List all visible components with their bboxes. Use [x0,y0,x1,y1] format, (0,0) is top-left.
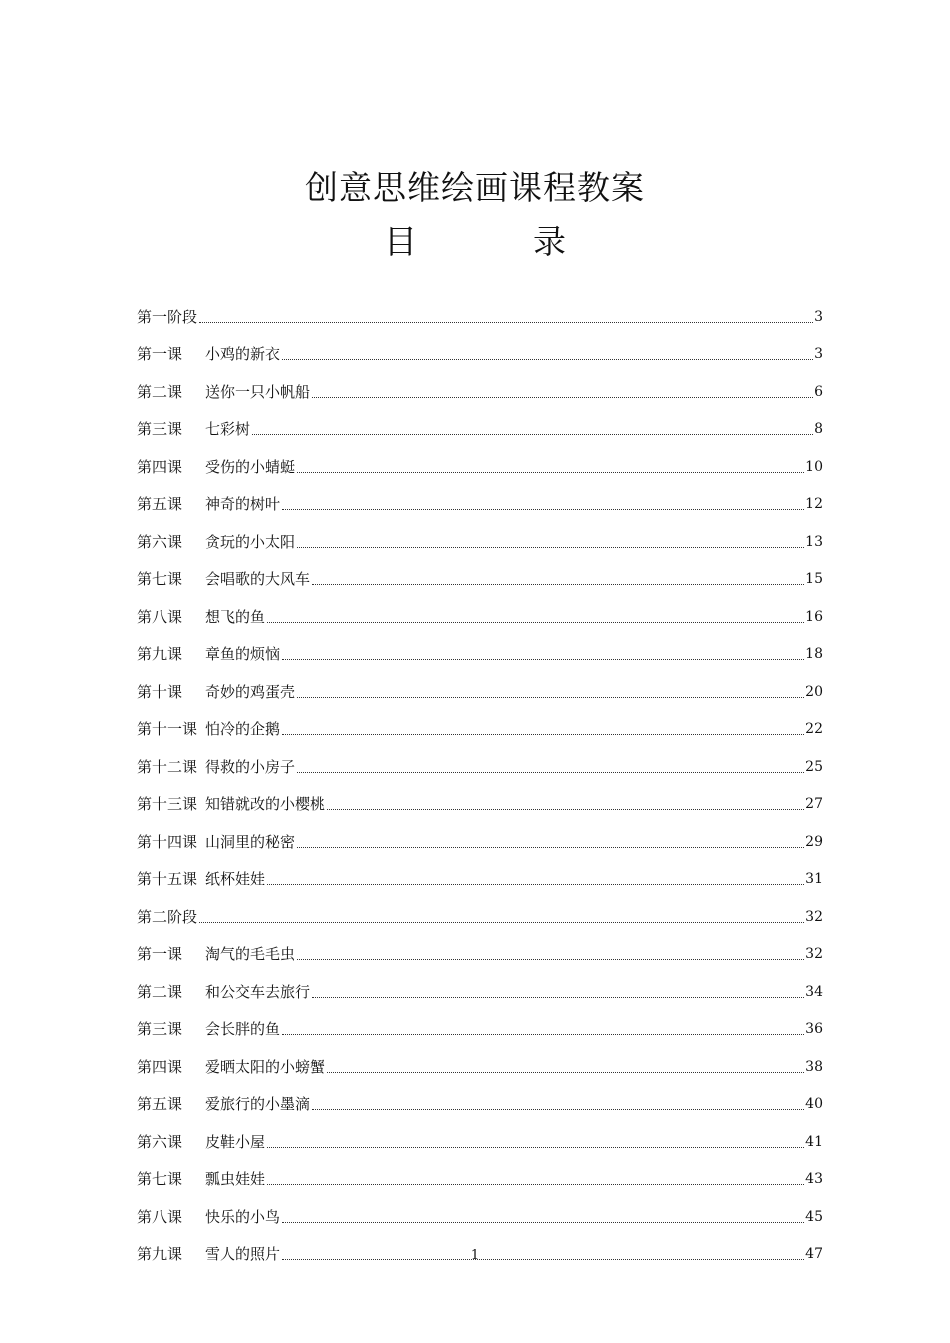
toc-entry-page: 40 [805,1096,823,1112]
toc-heading [0,220,950,264]
toc-entry-page: 15 [805,571,823,587]
toc-entry[interactable] [137,853,823,891]
toc-entry-label [137,906,197,928]
toc-entry-page: 10 [805,458,823,475]
toc-heading-right: 录 [533,222,566,261]
toc-dot-leader [312,997,804,998]
toc-entry-page: 36 [805,1021,823,1037]
toc-entry[interactable] [137,740,823,778]
toc-entry-lesson: 第八课 [137,607,183,626]
toc-entry-page: 18 [805,646,823,662]
toc-entry-lesson: 第七课 [137,1170,183,1188]
toc-dot-leader [297,472,804,473]
toc-entry-lesson: 第七课 [137,570,183,588]
toc-entry[interactable] [137,778,823,816]
toc-dot-leader [282,359,813,360]
toc-entry-page: 3 [814,308,823,325]
toc-entry-page: 22 [805,721,823,737]
toc-entry[interactable] [137,628,823,666]
toc-entry-lesson: 第五课 [137,1095,183,1113]
toc-entry-label [137,1131,265,1153]
toc-entry-lesson: 第二课 [137,382,183,401]
toc-entry-lesson: 第四课 [137,1057,183,1076]
table-of-contents [137,290,823,1265]
toc-entry[interactable] [137,1153,823,1191]
toc-entry-title: 山洞里的秘密 [205,832,296,851]
toc-entry[interactable] [137,403,823,441]
toc-entry-title: 知错就改的小樱桃 [205,795,326,813]
toc-entry[interactable] [137,665,823,703]
toc-entry-page: 47 [805,1246,823,1262]
toc-entry-lesson: 第十课 [137,682,183,701]
toc-entry-lesson: 第一课 [137,345,183,363]
toc-entry[interactable] [137,515,823,553]
toc-dot-leader [297,959,804,960]
toc-entry[interactable] [137,553,823,591]
toc-heading-left: 目 [384,222,417,261]
toc-entry-label [137,1093,310,1115]
toc-entry-lesson: 第十二课 [137,757,198,776]
toc-entry-label [137,868,265,890]
toc-entry-lesson: 第一课 [137,945,183,963]
toc-dot-leader [312,397,813,398]
toc-entry-label [137,343,280,365]
toc-entry[interactable] [137,328,823,366]
toc-entry-lesson: 第五课 [137,495,183,513]
toc-entry-title: 雪人的照片 [205,1245,281,1263]
toc-entry-lesson: 第四课 [137,457,183,476]
toc-entry-title: 奇妙的鸡蛋壳 [205,682,296,701]
toc-entry-page: 20 [805,683,823,700]
toc-entry-title: 小鸡的新衣 [205,345,281,363]
toc-entry-title: 爱旅行的小墨滴 [205,1095,311,1113]
toc-entry-lesson: 第一阶段 [137,307,198,326]
toc-entry[interactable] [137,440,823,478]
toc-entry-label [137,643,280,665]
toc-dot-leader [282,1222,804,1223]
toc-entry-title: 想飞的鱼 [205,607,266,626]
toc-entry-label [137,381,310,403]
toc-dot-leader [282,734,804,735]
toc-dot-leader [267,1184,804,1185]
toc-entry-label [137,943,295,965]
toc-entry-lesson: 第九课 [137,1245,183,1263]
toc-dot-leader [297,847,804,848]
toc-dot-leader [199,922,804,923]
toc-entry-label [137,456,295,478]
toc-dot-leader [312,1109,804,1110]
toc-entry-label [137,1168,265,1190]
toc-entry-title: 爱晒太阳的小螃蟹 [205,1057,326,1076]
toc-entry-label [137,568,310,590]
toc-entry-lesson: 第八课 [137,1207,183,1226]
toc-entry-title: 受伤的小蜻蜓 [205,457,296,476]
toc-entry-page: 27 [805,796,823,812]
toc-entry-label [137,418,250,440]
toc-dot-leader [312,584,804,585]
toc-entry-page: 34 [805,983,823,1000]
toc-entry-page: 8 [814,421,823,437]
toc-entry[interactable] [137,590,823,628]
toc-entry-title: 怕冷的企鹅 [205,720,281,738]
toc-dot-leader [267,884,804,885]
page-number: 1 [470,1248,480,1263]
toc-entry-lesson: 第六课 [137,1132,183,1151]
toc-entry[interactable] [137,890,823,928]
toc-entry-title: 七彩树 [205,420,251,438]
toc-dot-leader [297,547,804,548]
toc-entry-title: 得救的小房子 [205,757,296,776]
toc-entry[interactable] [137,1078,823,1116]
toc-entry[interactable] [137,815,823,853]
document-title: 创意思维绘画课程教案 [305,168,645,207]
toc-entry-label [137,793,325,815]
toc-entry-label [137,756,295,778]
toc-entry-page: 12 [805,496,823,512]
toc-entry-page: 31 [805,871,823,887]
toc-entry-title: 送你一只小帆船 [205,382,311,401]
toc-entry-page: 16 [805,608,823,625]
toc-entry-label [137,1206,280,1228]
toc-entry-page: 6 [814,383,823,400]
toc-entry-label [137,718,280,740]
toc-dot-leader [282,1034,804,1035]
toc-entry-page: 29 [805,833,823,850]
toc-entry-lesson: 第六课 [137,532,183,551]
toc-entry-label [137,1056,325,1078]
toc-dot-leader [297,697,804,698]
toc-entry-page: 38 [805,1058,823,1075]
toc-entry-lesson: 第三课 [137,1020,183,1038]
toc-entry-title: 淘气的毛毛虫 [205,945,296,963]
toc-entry[interactable] [137,965,823,1003]
toc-dot-leader [199,322,813,323]
toc-entry-page: 41 [805,1133,823,1150]
toc-dot-leader [282,509,804,510]
toc-entry-title: 贪玩的小太阳 [205,532,296,551]
toc-entry-label [137,493,280,515]
toc-entry-label [137,531,295,553]
toc-entry-page: 3 [814,346,823,362]
toc-dot-leader [267,1147,804,1148]
toc-entry-lesson: 第十五课 [137,870,198,888]
toc-dot-leader [252,434,813,435]
toc-entry[interactable] [137,703,823,741]
toc-entry-lesson: 第二阶段 [137,907,198,926]
toc-entry-page: 32 [805,946,823,962]
toc-entry-title: 瓢虫娃娃 [205,1170,266,1188]
toc-entry-title: 会长胖的鱼 [205,1020,281,1038]
toc-entry-lesson: 第十四课 [137,832,198,851]
toc-entry-label [137,831,295,853]
toc-entry-title: 会唱歌的大风车 [205,570,311,588]
toc-dot-leader [267,622,804,623]
toc-entry-lesson: 第十三课 [137,795,198,813]
toc-entry[interactable] [137,1190,823,1228]
toc-entry-page: 13 [805,533,823,550]
toc-entry-title: 纸杯娃娃 [205,870,266,888]
toc-entry[interactable] [137,290,823,328]
toc-entry-lesson: 第三课 [137,420,183,438]
toc-entry-title: 章鱼的烦恼 [205,645,281,663]
toc-entry-label [137,981,310,1003]
toc-entry-page: 32 [805,908,823,925]
toc-dot-leader [327,809,804,810]
toc-entry[interactable] [137,1040,823,1078]
toc-entry-lesson: 第十一课 [137,720,198,738]
toc-entry-page: 25 [805,758,823,775]
toc-entry-page: 45 [805,1208,823,1225]
toc-entry-page: 43 [805,1171,823,1187]
toc-entry[interactable] [137,928,823,966]
toc-dot-leader [327,1072,804,1073]
toc-dot-leader [297,772,804,773]
toc-entry-title: 和公交车去旅行 [205,982,311,1001]
toc-entry-lesson: 第九课 [137,645,183,663]
toc-entry-label [137,681,295,703]
toc-entry-title: 神奇的树叶 [205,495,281,513]
toc-entry[interactable] [137,365,823,403]
toc-entry[interactable] [137,478,823,516]
toc-entry-label [137,606,265,628]
toc-entry-lesson: 第二课 [137,982,183,1001]
toc-dot-leader [282,659,804,660]
toc-entry-title: 皮鞋小屋 [205,1132,266,1151]
toc-entry[interactable] [137,1003,823,1041]
toc-entry-label [137,1018,280,1040]
toc-entry-title: 快乐的小鸟 [205,1207,281,1226]
toc-entry[interactable] [137,1115,823,1153]
toc-entry-label [137,306,197,328]
